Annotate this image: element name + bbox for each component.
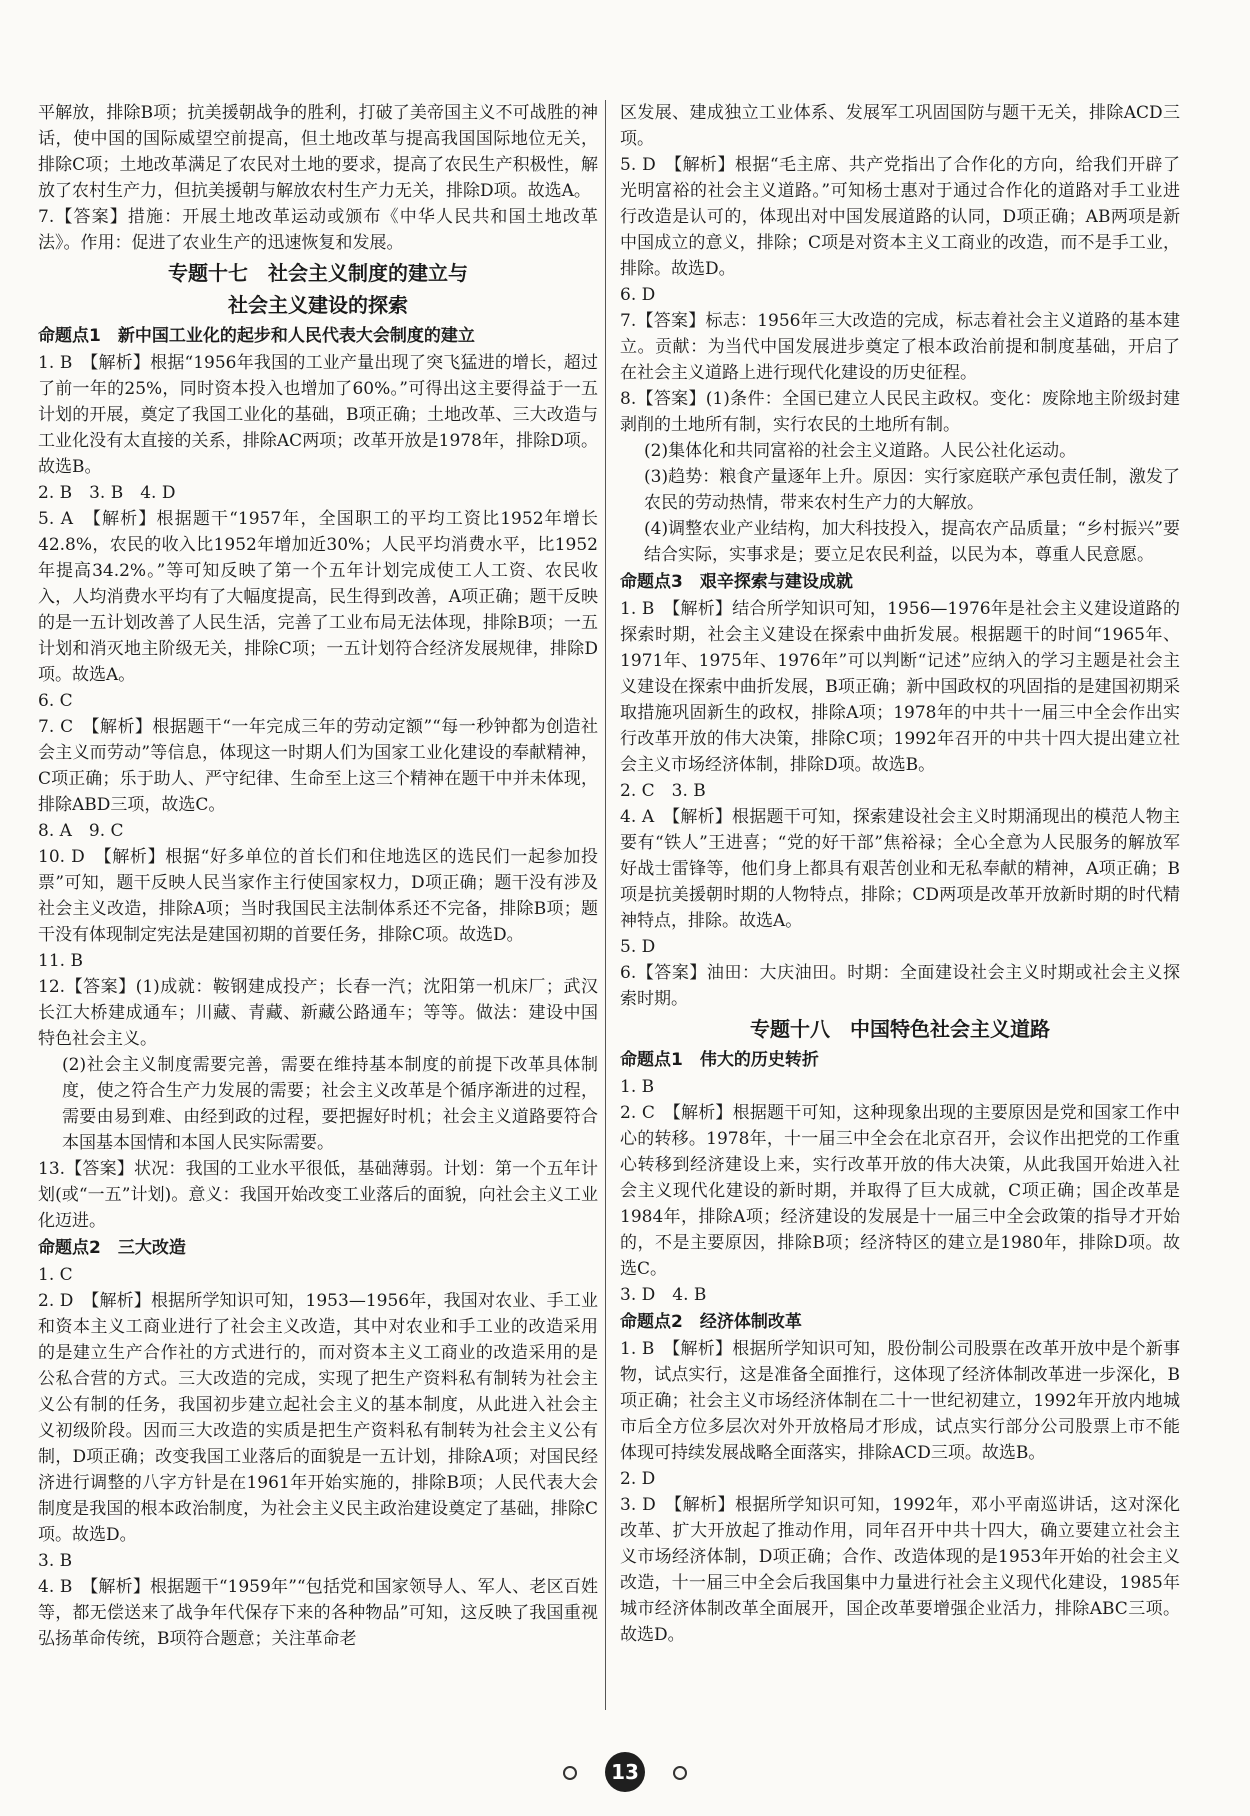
paragraph: 平解放，排除B项；抗美援朝战争的胜利，打破了美帝国主义不可战胜的神话，使中国的国际威望空前提高，但土地改革与提高我国国际地位无关，排除C项；土地改革满足了农民对土地的要求，提高了农民生产积极性，解放了农村生产力，但抗美援朝与解放农村生产力无关，排除D项。故选A。: [38, 103, 598, 201]
section-title: 专题十七 社会主义制度的建立与: [168, 261, 468, 285]
paragraph: 7.【答案】标志：1956年三大改造的完成，标志着社会主义道路的基本建立。贡献：为当代中国发展进步奠定了根本政治前提和制度基础，开启了在社会主义道路上进行现代化建设的历史征程。: [620, 311, 1180, 383]
section-title: 社会主义建设的探索: [228, 293, 408, 317]
paragraph: 3. D 【解析】根据所学知识可知，1992年，邓小平南巡讲话，这对深化改革、扩大开放起了推动作用，同年召开中共十四大，确立要建立社会主义市场经济体制，D项正确；合作、改造体现的是1953年开始的社会主义改造，十一届三中全会后我国集中力量进行社会主义现代化建设，1985年城市经济体制改革全面展开，国企改革要增强企业活力，排除ABC三项。故选D。: [620, 1495, 1180, 1645]
paragraph: 1. C: [38, 1265, 73, 1285]
paragraph: 2. D 【解析】根据所学知识可知，1953—1956年，我国对农业、手工业和资本主义工商业进行了社会主义改造，其中对农业和手工业的改造采用的是建立生产合作社的方式进行的，而对资本主义工商业的改造采用的是公私合营的方式。三大改造的完成，实现了把生产资料私有制转为社会主义公有制的任务，我国初步建立起社会主义的基本制度，从此进入社会主义初级阶段。因而三大改造的实质是把生产资料私有制转为社会主义公有制，D项正确；改变我国工业落后的面貌是一五计划，排除A项；对国民经济进行调整的八字方针是在1961年开始实施的，排除B项；人民代表大会制度是我国的根本政治制度，为社会主义民主政治建设奠定了基础，排除C项。故选D。: [38, 1291, 598, 1545]
paragraph: 10. D 【解析】根据“好多单位的首长们和住地选区的选民们一起参加投票”可知，题干反映人民当家作主行使国家权力，D项正确；题干没有涉及社会主义改造，排除A项；当时我国民主法制体系还不完备，排除B项；题干没有体现制定宪法是建国初期的首要任务，排除C项。故选D。: [38, 847, 598, 945]
section-title: 专题十八 中国特色社会主义道路: [750, 1017, 1050, 1041]
paragraph: (3)趋势：粮食产量逐年上升。原因：实行家庭联产承包责任制，激发了农民的劳动热情，带来农村生产力的大解放。: [644, 467, 1180, 513]
paragraph: 3. D 4. B: [620, 1285, 707, 1305]
paragraph: (2)集体化和共同富裕的社会主义道路。人民公社化运动。: [644, 441, 1077, 461]
paragraph: 8. A 9. C: [38, 821, 124, 841]
column-divider: [605, 100, 606, 1710]
paragraph: 1. B: [620, 1077, 655, 1097]
paragraph: 2. C 3. B: [620, 781, 706, 801]
ornament-dot-icon: [673, 1766, 687, 1780]
paragraph: 6. C: [38, 691, 73, 711]
paragraph: (2)社会主义制度需要完善，需要在维持基本制度的前提下改革具体制度，使之符合生产力发展的需要；社会主义改革是个循序渐进的过程，需要由易到难、由经到政的过程，要把握好时机；社会主义道路要符合本国基本国情和本国人民实际需要。: [62, 1055, 598, 1153]
subsection-title: 命题点1 伟大的历史转折: [620, 1050, 819, 1070]
paragraph: 4. B 【解析】根据题干“1959年”“包括党和国家领导人、军人、老区百姓等，都无偿送来了战争年代保存下来的各种物品”可知，这反映了我国重视弘扬革命传统，B项符合题意；关注革命老: [38, 1577, 598, 1649]
paragraph: 区发展、建成独立工业体系、发展军工巩固国防与题干无关，排除ACD三项。: [620, 103, 1180, 149]
paragraph: 12.【答案】(1)成就：鞍钢建成投产；长春一汽；沈阳第一机床厂；武汉长江大桥建成通车；川藏、青藏、新藏公路通车；等等。做法：建设中国特色社会主义。: [38, 977, 598, 1049]
paragraph: 5. D: [620, 937, 656, 957]
paragraph: 2. B 3. B 4. D: [38, 483, 176, 503]
ornament-dot-icon: [563, 1766, 577, 1780]
page-footer: [0, 1752, 1250, 1792]
paragraph: 1. B 【解析】根据所学知识可知，股份制公司股票在改革开放中是个新事物，试点实行，这是准备全面推行，这体现了经济体制改革进一步深化，B项正确；社会主义市场经济体制在二十一世纪初建立，1992年开放内地城市后全方位多层次对外开放格局才形成，试点实行部分公司股票上市不能体现可持续发展战略全面落实，排除ACD三项。故选B。: [620, 1339, 1180, 1463]
paragraph: 2. D: [620, 1469, 656, 1489]
paragraph: (4)调整农业产业结构，加大科技投入，提高农产品质量；“乡村振兴”要结合实际，实事求是；要立足农民利益，以民为本，尊重人民意愿。: [644, 519, 1180, 565]
paragraph: 7.【答案】措施：开展土地改革运动或颁布《中华人民共和国土地改革法》。作用：促进了农业生产的迅速恢复和发展。: [38, 207, 598, 253]
paragraph: 5. A 【解析】根据题干“1957年，全国职工的平均工资比1952年增长42.8%，农民的收入比1952年增加近30%；人民平均消费水平，比1952年提高34.2%。”等可知反映了第一个五年计划完成使工人工资、农民收入，人均消费水平均有了大幅度提高，民生得到改善，A项正确；题干反映的是一五计划改善了人民生活，完善了工业布局无法体现，排除B项；一五计划和消灭地主阶级无关，排除C项；一五计划符合经济发展规律，排除D项。故选A。: [38, 509, 598, 685]
paragraph: 1. B 【解析】根据“1956年我国的工业产量出现了突飞猛进的增长，超过了前一年的25%，同时资本投入也增加了60%。”可得出这主要得益于一五计划的开展，奠定了我国工业化的基础，B项正确；土地改革、三大改造与工业化没有太直接的关系，排除AC两项；改革开放是1978年，排除D项。故选B。: [38, 353, 598, 477]
paragraph: 6. D: [620, 285, 656, 305]
paragraph: 13.【答案】状况：我国的工业水平很低，基础薄弱。计划：第一个五年计划(或“一五”计划)。意义：我国开始改变工业落后的面貌，向社会主义工业化迈进。: [38, 1159, 598, 1231]
paragraph: 2. C 【解析】根据题干可知，这种现象出现的主要原因是党和国家工作中心的转移。1978年，十一届三中全会在北京召开，会议作出把党的工作重心转移到经济建设上来，实行改革开放的伟大决策，从此我国开始进入社会主义现代化建设的新时期，并取得了巨大成就，C项正确；国企改革是1984年，排除A项；经济建设的发展是十一届三中全会政策的指导才开始的，不是主要原因，排除B项；经济特区的建立是1980年，排除D项。故选C。: [620, 1103, 1180, 1279]
paragraph: 7. C 【解析】根据题干“一年完成三年的劳动定额”“每一秒钟都为创造社会主义而劳动”等信息，体现这一时期人们为国家工业化建设的奉献精神，C项正确；乐于助人、严守纪律、生命至上这三个精神在题干中并未体现，排除ABD三项，故选C。: [38, 717, 598, 815]
subsection-title: 命题点3 艰辛探索与建设成就: [620, 572, 853, 592]
paragraph: 5. D 【解析】根据“毛主席、共产党指出了合作化的方向，给我们开辟了光明富裕的社会主义道路。”可知杨士惠对于通过合作化的道路对手工业进行改造是认可的，体现出对中国发展道路的认同，D项正确；AB两项是新中国成立的意义，排除；C项是对资本主义工商业的改造，而不是手工业，排除。故选D。: [620, 155, 1180, 279]
paragraph: 6.【答案】油田：大庆油田。时期：全面建设社会主义时期或社会主义探索时期。: [620, 963, 1180, 1009]
subsection-title: 命题点2 三大改造: [38, 1238, 186, 1258]
subsection-title: 命题点2 经济体制改革: [620, 1312, 802, 1332]
page-number: 13: [605, 1752, 645, 1792]
paragraph: 1. B 【解析】结合所学知识可知，1956—1976年是社会主义建设道路的探索时期，社会主义建设在探索中曲折发展。根据题干的时间“1965年、1971年、1975年、1976年”可以判断“记述”应纳入的学习主题是社会主义建设在探索中曲折发展，B项正确；新中国政权的巩固指的是建国初期采取措施巩固新生的政权，排除A项；1978年的中共十一届三中全会作出实行改革开放的伟大决策，排除C项；1992年召开的中共十四大提出建立社会主义市场经济体制，排除D项。故选B。: [620, 599, 1180, 775]
paragraph: 11. B: [38, 951, 83, 971]
paragraph: 3. B: [38, 1551, 73, 1571]
subsection-title: 命题点1 新中国工业化的起步和人民代表大会制度的建立: [38, 326, 475, 346]
left-column: [38, 100, 598, 1700]
paragraph: 8.【答案】(1)条件：全国已建立人民民主政权。变化：废除地主阶级封建剥削的土地所有制，实行农民的土地所有制。: [620, 389, 1180, 435]
paragraph: 4. A 【解析】根据题干可知，探索建设社会主义时期涌现出的模范人物主要有“铁人”王进喜；“党的好干部”焦裕禄；全心全意为人民服务的解放军好战士雷锋等，他们身上都具有艰苦创业和无私奉献的精神，A项正确；B项是抗美援朝时期的人物特点，排除；CD两项是改革开放新时期的时代精神特点，排除。故选A。: [620, 807, 1180, 931]
right-column: [620, 100, 1180, 1700]
